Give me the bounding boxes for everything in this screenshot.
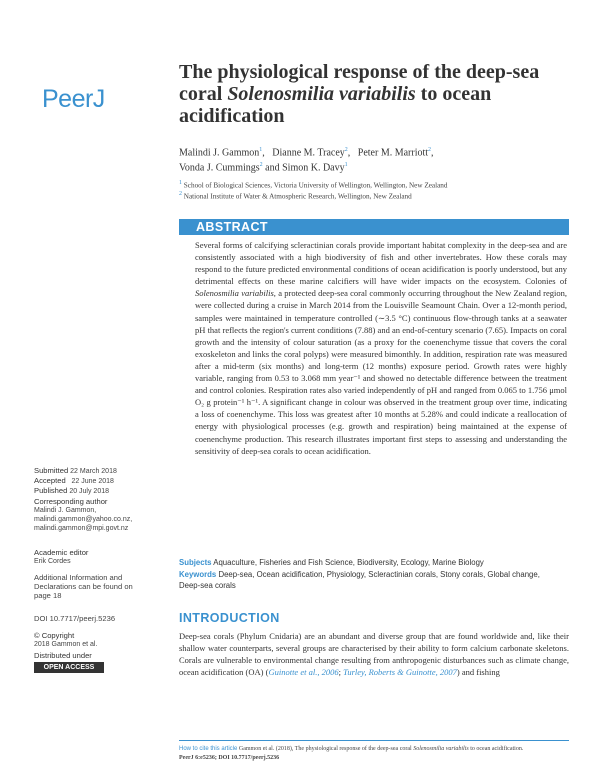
footer-divider	[179, 740, 569, 741]
keywords	[179, 570, 559, 591]
intro-text-end: ) and fishing	[456, 667, 500, 678]
author-name[interactable]: Vonda J. Cummings	[179, 162, 260, 174]
published-label: Published	[34, 486, 68, 495]
citation-text-end: to ocean acidification.	[468, 746, 524, 752]
author-name[interactable]: Simon K. Davy	[282, 162, 345, 174]
introduction-heading: INTRODUCTION	[179, 611, 280, 625]
editor-name[interactable]: Erik Cordes	[34, 558, 71, 565]
aff-text: School of Biological Sciences, Victoria University of Wellington, Wellington, New Zealand	[183, 181, 448, 190]
doi[interactable]: DOI 10.7717/peerj.5236	[34, 614, 116, 623]
citation-link[interactable]: Turley, Roberts & Guinotte, 2007	[343, 667, 457, 678]
aff-num: 2	[179, 191, 182, 197]
published-date: 20 July 2018	[69, 488, 110, 495]
citation-link[interactable]: Guinotte et al., 2006	[268, 667, 339, 678]
license-line1: Distributed under	[34, 651, 92, 660]
title-species: Solenosmilia variabilis	[227, 83, 416, 105]
subjects-text: Aquaculture, Fisheries and Fish Science, Biodiversity, Ecology, Marine Biology	[213, 558, 484, 567]
author-name[interactable]: Malindi J. Gammon	[179, 147, 260, 159]
affiliation	[179, 180, 569, 189]
academic-editor	[34, 548, 169, 566]
aff-num: 1	[179, 180, 182, 186]
subjects	[179, 558, 559, 569]
author-and: and	[265, 162, 280, 174]
how-to-cite-label: How to cite this article	[179, 746, 238, 752]
introduction-body	[179, 630, 569, 678]
author-aff: 2	[428, 147, 432, 153]
intro-text: Deep-sea corals (Phylum Cnidaria) are an abundant and diverse group that are found worldwide and, like their shallow water counterparts, several groups are characterised by their ability to form calcium carbonate skeletons. Corals are vulnerable to environmental change resulting from anthropogenic disturbances such as climate change, ocean acidification (OA) (	[179, 631, 569, 678]
author-list: Malindi J. Gammon$^1$, Dianne M. Tracey$^2$, Peter M. Marriott$^2$, Vonda J. Cummings$^2$ and Simon K. Davy$^1$	[179, 147, 434, 174]
citation-ref[interactable]: PeerJ 6:e5236; DOI 10.7717/peerj.5236	[179, 754, 280, 761]
abstract-part2: , a protected deep-sea coral commonly occurring throughout the New Zealand region, were collected during a cruise in March 2014 from the Louisville Seamount Chain. Over a 12-month period, samples were maintained in temperature controlled (∼3.5 °C) continuous flow-through tanks at a seawater pH that reflects the region's current conditions (7.88) and an end-of-century scenario (7.65). Impacts on coral growth and the intensity of colour saturation (as a proxy for the coenenchyme tissue that covers the coral exoskeleton and links the coral polyps) were measured bimonthly. In addition, respiration rate was measured after a mid-term (six months) and long-term (12 months) exposure period. Growth rates were highly variable, ranging from 0.53 to 3.068 mm year⁻¹ and showed no detectable difference between the treatment and control colonies. Respiration rates also varied independently of pH and ranged from 0.065 to 1.756 μmol O₂ g protein⁻¹ h⁻¹. A significant change in colour was observed in the treatment group over time, indicating a loss of coenenchyme. This loss was greatest after 10 months at 5.28% and could indicate a reallocation of energy with physiological processes (e.g. growth and respiration) being maintained at the expense of coenenchyme production. This research illustrates important first steps to assessing and understanding the sensitivity of deep-sea corals to ocean acidification.	[195, 288, 567, 456]
corr-email[interactable]: malindi.gammon@mpi.govt.nz	[34, 525, 129, 532]
abstract-heading-bar	[179, 219, 569, 235]
copyright-label: Copyright	[41, 631, 75, 640]
additional-info[interactable]: Additional Information and Declarations can be found on page 18	[34, 573, 133, 600]
affiliation	[179, 191, 569, 200]
open-access-badge: OPEN ACCESS	[34, 662, 104, 673]
title-part1: The physiological response of the deep-sea coral	[179, 61, 540, 105]
editor-label: Academic editor	[34, 548, 89, 557]
abstract-heading: ABSTRACT	[196, 220, 268, 234]
keywords-text: Deep-sea, Ocean acidification, Physiology, Scleractinian corals, Stony corals, Global change, Deep-sea corals	[179, 570, 540, 590]
author-aff: 1	[344, 162, 348, 169]
author-name[interactable]: Dianne M. Tracey	[272, 147, 345, 159]
cite-sep: ;	[338, 667, 344, 678]
author-name[interactable]: Peter M. Marriott	[357, 147, 429, 159]
article-title	[179, 61, 569, 127]
how-to-cite	[179, 745, 579, 762]
corr-label: Corresponding author	[34, 497, 108, 506]
copyright: © Copyright 2018 Gammon et al.	[34, 631, 169, 649]
accepted-label: Accepted	[34, 476, 66, 485]
keywords-label: Keywords	[179, 570, 217, 579]
subjects-label: Subjects	[179, 558, 212, 567]
submitted-label: Submitted	[34, 466, 69, 475]
copyright-holder: 2018 Gammon et al.	[34, 641, 98, 648]
aff-text: National Institute of Water & Atmospheric Research, Wellington, New Zealand	[183, 192, 412, 201]
corr-email[interactable]: malindi.gammon@yahoo.co.nz,	[34, 516, 133, 523]
citation-species: Solenosmilia variabilis	[413, 746, 469, 752]
article-dates	[34, 466, 169, 496]
license	[34, 651, 169, 660]
title-part2: to ocean acidification	[179, 83, 492, 127]
accepted-date: 22 June 2018	[71, 478, 114, 485]
abstract-species: Solenosmilia variabilis	[195, 288, 274, 299]
corresponding-author	[34, 497, 169, 533]
submitted-date: 22 March 2018	[70, 468, 117, 475]
logo-text: PeerJ	[42, 85, 105, 113]
author-aff: 2	[344, 147, 348, 153]
abstract-body	[195, 239, 567, 457]
abstract-part1: Several forms of calcifying scleractinian corals provide important habitat complexity in the deep-sea and are consistently associated with a high biodiversity of fish and other invertebrates. How these corals may respond to the future predicted environmental conditions of ocean acidification is poorly understood, but any detrimental effects on these marine calcifiers will have wider impacts on the ecosystem. Colonies of	[195, 240, 567, 287]
citation-text: Gammon et al. (2018), The physiological response of the deep-sea coral	[238, 746, 414, 752]
corr-name: Malindi J. Gammon,	[34, 507, 97, 514]
peerj-logo[interactable]	[40, 83, 105, 123]
author-aff: 1	[259, 147, 263, 153]
author-aff: 2	[259, 162, 263, 169]
